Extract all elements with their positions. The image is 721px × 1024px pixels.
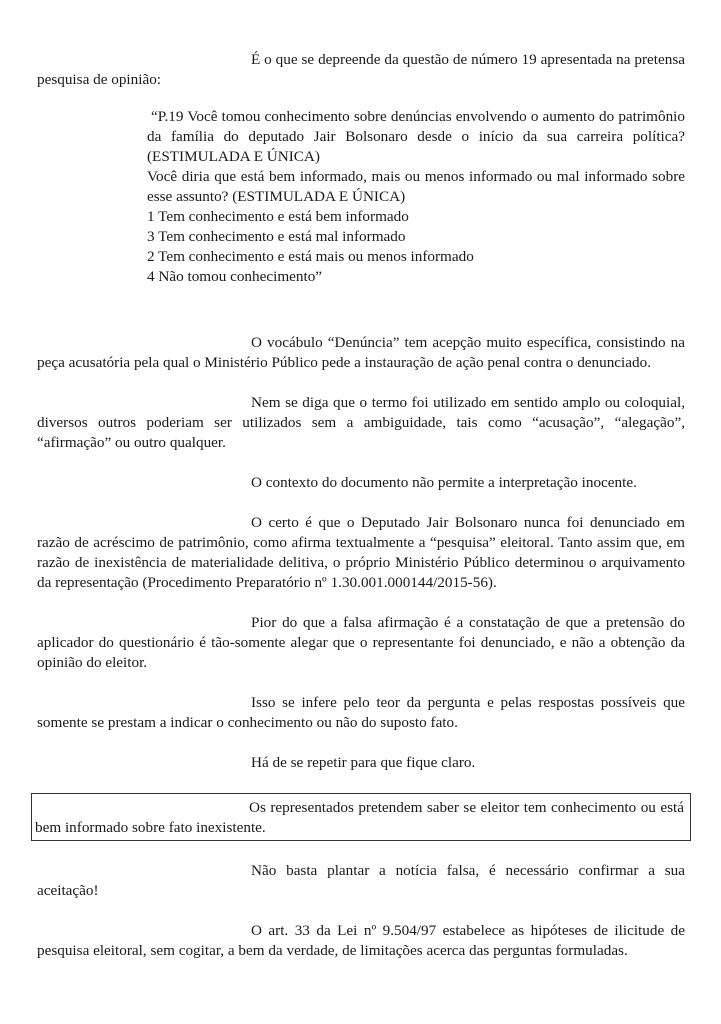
paragraph-contexto: O contexto do documento não permite a interpretação inocente. bbox=[251, 474, 637, 491]
survey-question-quote bbox=[147, 107, 685, 287]
quote-question-line: “P.19 Você tomou conhecimento sobre denúncias envolvendo o aumento do patrimônio da família do deputado Jair Bolsonaro desde o início da sua carreira política? (ESTIMULADA E ÚNICA) bbox=[147, 108, 685, 165]
boxed-highlight bbox=[37, 793, 685, 841]
paragraph-infere: Isso se infere pelo teor da pergunta e pelas respostas possíveis que somente se prestam a indicar o conhecimento ou não do suposto fato. bbox=[37, 694, 685, 731]
quote-option: 2 Tem conhecimento e está mais ou menos informado bbox=[147, 248, 474, 265]
quote-option: 4 Não tomou conhecimento” bbox=[147, 268, 323, 285]
paragraph-termo: Nem se diga que o termo foi utilizado em sentido amplo ou coloquial, diversos outros poderiam ser utilizados sem a ambiguidade, tais como “acusação”, “alegação”, “afirmação” ou outro qualquer. bbox=[37, 394, 685, 451]
paragraph-denuncia: O vocábulo “Denúncia” tem acepção muito específica, consistindo na peça acusatória pela qual o Ministério Público pede a instauração de ação penal contra o denunciado. bbox=[37, 334, 685, 371]
paragraph-noticia: Não basta plantar a notícia falsa, é necessário confirmar a sua aceitação! bbox=[37, 862, 685, 899]
quote-option: 3 Tem conhecimento e está mal informado bbox=[147, 228, 406, 245]
paragraph-pior: Pior do que a falsa afirmação é a constatação de que a pretensão do aplicador do questionário é tão-somente alegar que o representante foi denunciado, e não a obtenção da opinião do eleitor. bbox=[37, 614, 685, 671]
quote-option: 1 Tem conhecimento e está bem informado bbox=[147, 208, 409, 225]
document-page bbox=[37, 50, 685, 961]
paragraph-certo: O certo é que o Deputado Jair Bolsonaro nunca foi denunciado em razão de acréscimo de patrimônio, como afirma textualmente a “pesquisa” eleitoral. Tanto assim que, em razão de inexistência de materialidade delitiva, o próprio Ministério Público determinou o arquivamento da representação (Procedimento Preparatório nº 1.30.001.000144/2015-56). bbox=[37, 514, 685, 591]
paragraph-intro: É o que se depreende da questão de número 19 apresentada na pretensa pesquisa de opinião: bbox=[37, 51, 685, 88]
paragraph-boxed: Os representados pretendem saber se eleitor tem conhecimento ou está bem informado sobre fato inexistente. bbox=[31, 793, 691, 841]
paragraph-repetir: Há de se repetir para que fique claro. bbox=[251, 754, 476, 771]
paragraph-lei: O art. 33 da Lei nº 9.504/97 estabelece as hipóteses de ilicitude de pesquisa eleitoral, sem cogitar, a bem da verdade, de limitações acerca das perguntas formuladas. bbox=[37, 922, 685, 959]
quote-question-followup: Você diria que está bem informado, mais ou menos informado ou mal informado sobre esse assunto? (ESTIMULADA E ÚNICA) bbox=[147, 168, 685, 205]
